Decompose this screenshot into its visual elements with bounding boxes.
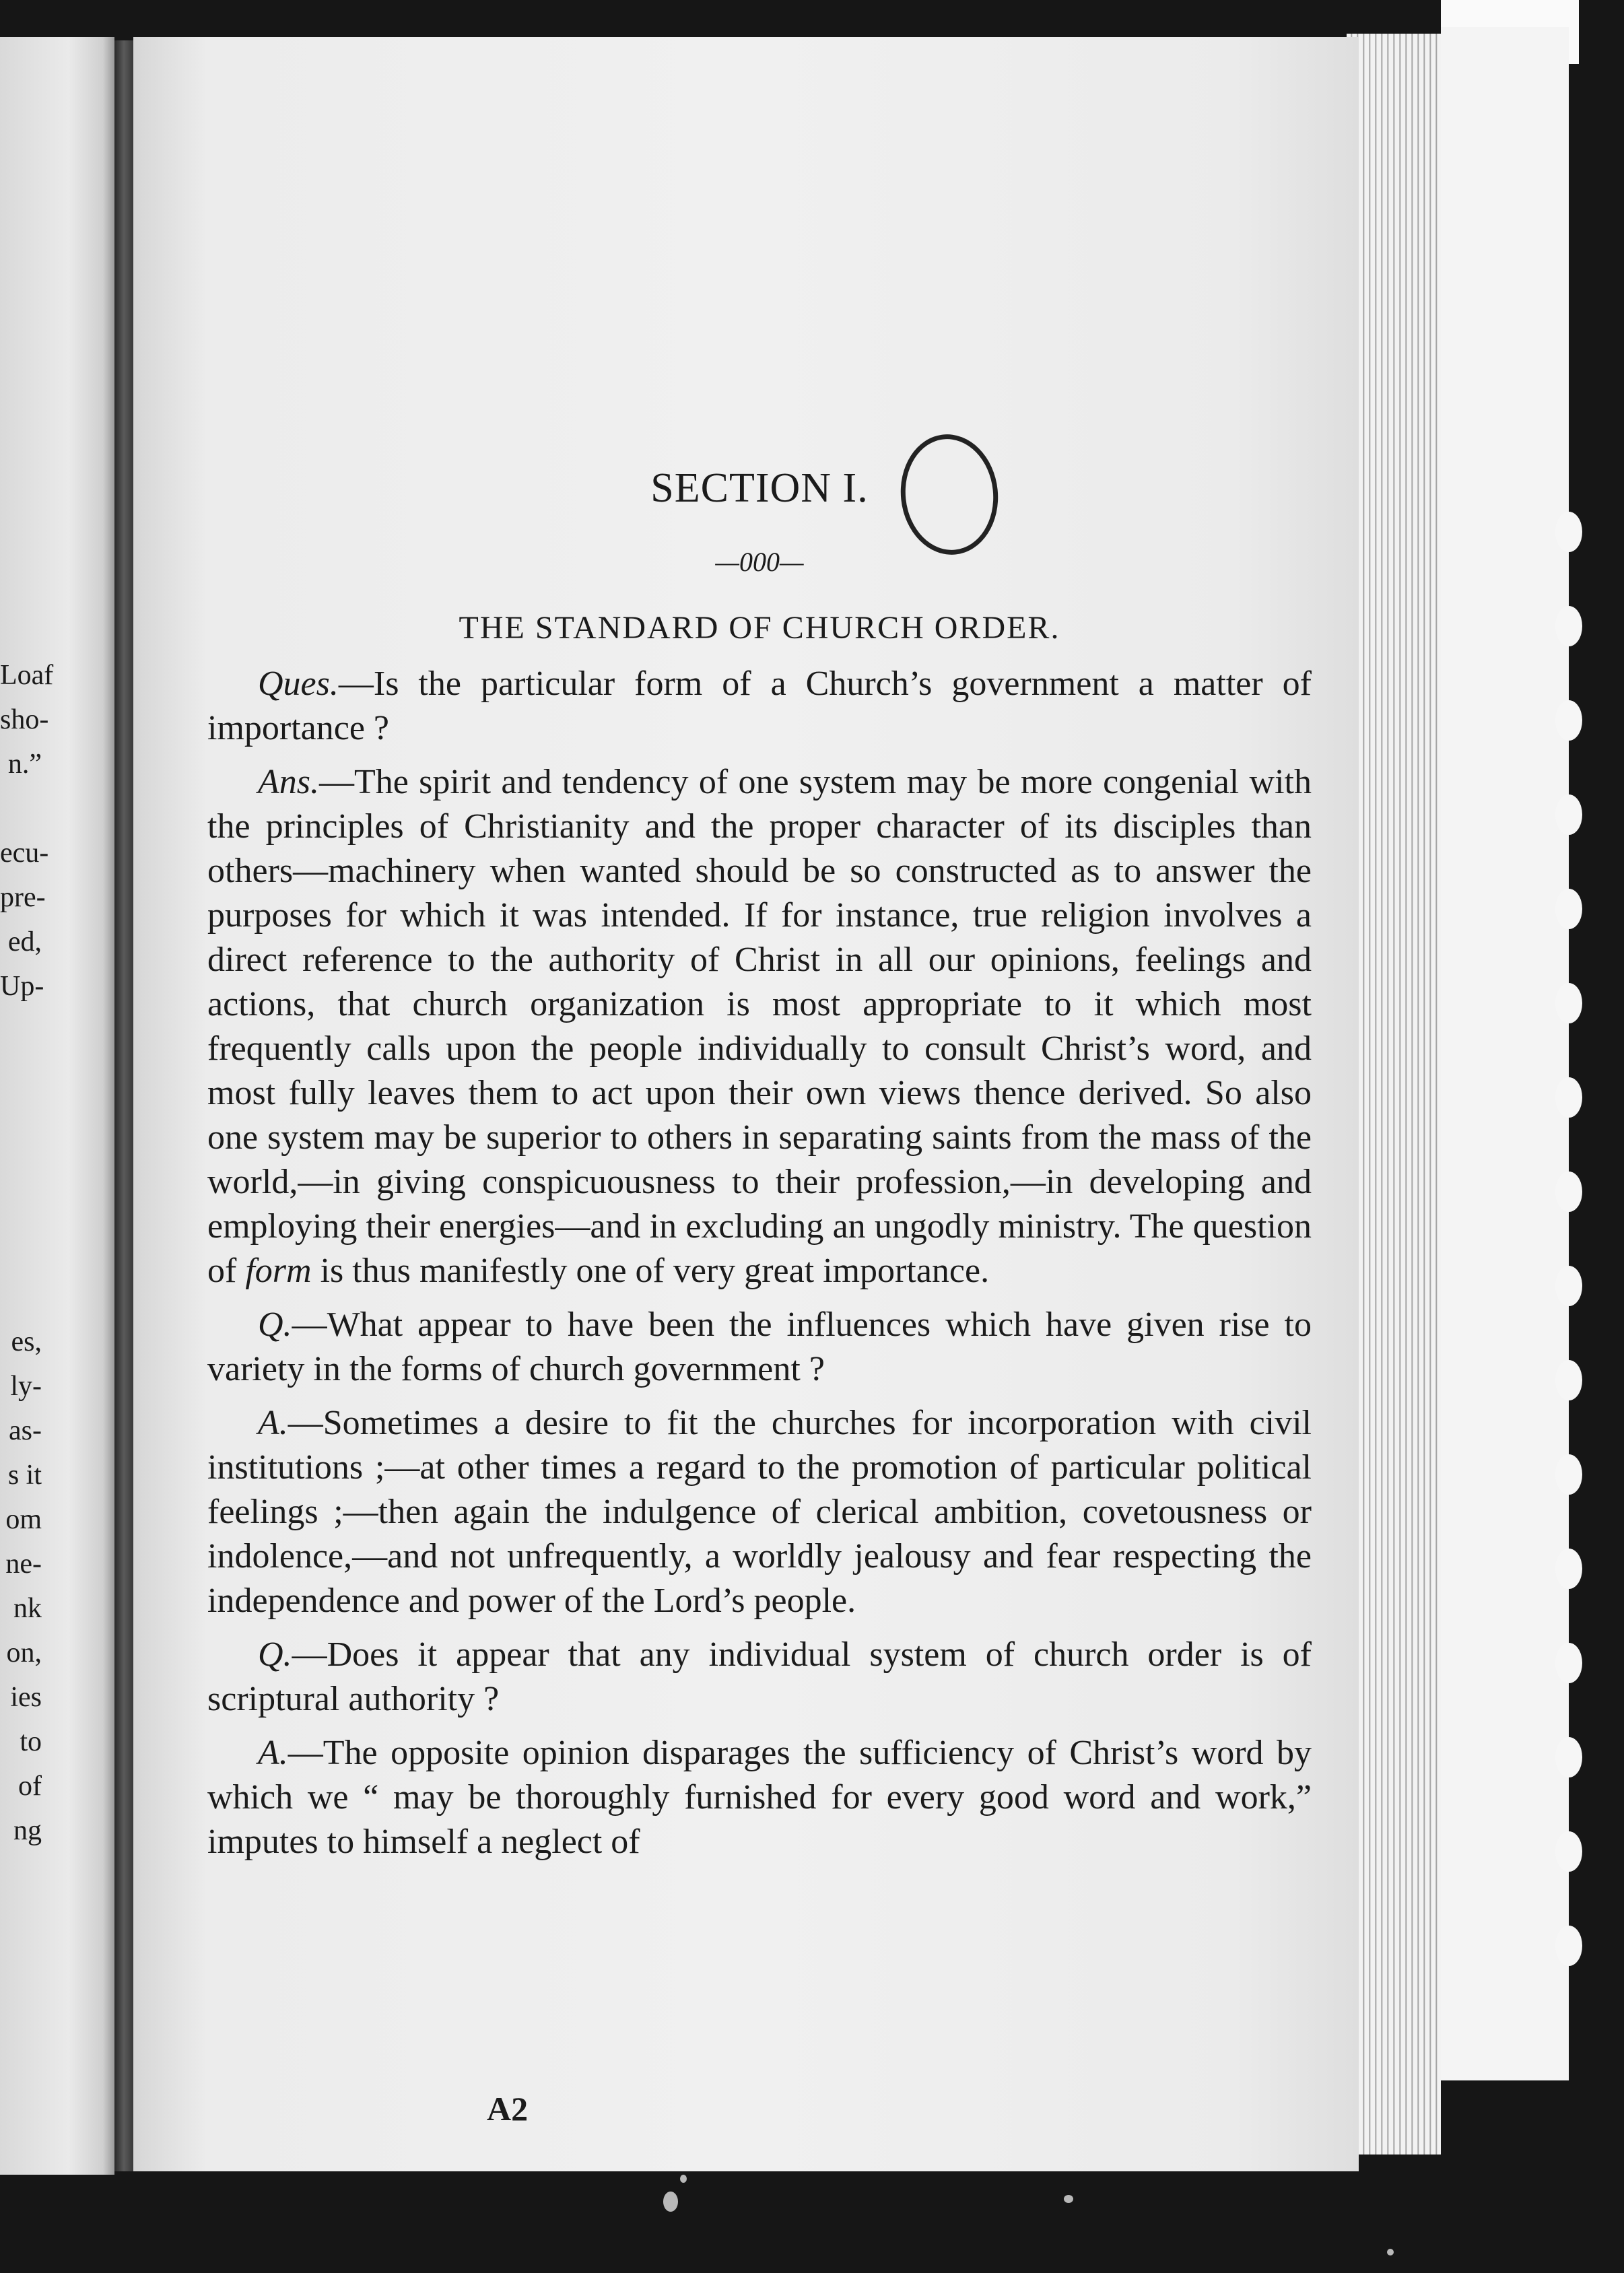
previous-page-line: to	[20, 1726, 42, 1757]
previous-page-line	[0, 1053, 42, 1097]
previous-page-line: s it	[7, 1460, 42, 1491]
previous-page-line: ed,	[7, 926, 42, 957]
previous-page-line: es,	[11, 1326, 42, 1357]
previous-page-line: Loaf	[0, 660, 54, 691]
previous-page-line: ecu-	[0, 838, 49, 869]
previous-page-line	[0, 1009, 42, 1053]
binding-hole	[1555, 1643, 1582, 1683]
binding-hole	[1555, 606, 1582, 646]
dust-speck	[680, 2175, 687, 2183]
binding-hole	[1555, 1266, 1582, 1306]
question-label: Q.	[258, 1305, 292, 1344]
dust-speck	[1064, 2195, 1073, 2203]
section-heading	[207, 454, 1312, 522]
binding-hole	[1555, 794, 1582, 835]
paragraph-answer	[207, 760, 1312, 1293]
previous-page-line: Up-	[0, 971, 44, 1002]
paragraph-text: —Is the particular form of a Church’s government a matter of importance ?	[207, 665, 1312, 747]
section-heading-text: SECTION I.	[650, 465, 869, 511]
book-page	[133, 37, 1359, 2171]
paragraph-question	[207, 1303, 1312, 1392]
binding-hole	[1555, 700, 1582, 741]
dust-speck	[663, 2192, 678, 2212]
paragraph-answer	[207, 1401, 1312, 1623]
previous-page-line: of	[18, 1771, 42, 1802]
page-edges	[1347, 34, 1441, 2155]
page-content	[207, 454, 1312, 1874]
previous-page-line: as-	[9, 1415, 42, 1446]
previous-page-line	[0, 1186, 42, 1231]
binding-hole	[1555, 1172, 1582, 1212]
answer-label: Ans.	[258, 763, 319, 801]
binding-hole	[1555, 1360, 1582, 1400]
paragraph-text-continued: is thus manifestly one of very great importance.	[311, 1252, 990, 1290]
signature-mark: A2	[487, 2090, 529, 2128]
previous-page-line: sho-	[0, 704, 49, 735]
previous-page-line: ng	[13, 1815, 42, 1846]
previous-page-line: om	[5, 1504, 42, 1535]
previous-page-text	[0, 653, 114, 1853]
paragraph-question	[207, 1633, 1312, 1722]
binding-hole	[1555, 1737, 1582, 1777]
previous-page-line	[0, 1142, 42, 1186]
binding-hole	[1555, 983, 1582, 1023]
binding-hole	[1555, 1077, 1582, 1118]
previous-page-line	[0, 1275, 42, 1320]
binding-hole	[1555, 512, 1582, 552]
emphasized-word: form	[245, 1252, 312, 1290]
previous-page-line: nk	[13, 1593, 42, 1624]
paragraph-question	[207, 662, 1312, 751]
paragraph-text: —Sometimes a desire to fit the churches for incorporation with civil institutions ;—at other times a regard to the promotion of particular political feelings ;—then again the indulgence of clerical ambition, covetousness or indolence,—and not unfrequently, a worldly jealousy and fear respecting the independence and power of the Lord’s people.	[207, 1404, 1312, 1620]
previous-page-line: ies	[10, 1682, 42, 1713]
previous-page-line: n.”	[7, 749, 42, 780]
paragraph-text: —The spirit and tendency of one system may be more congenial with the principles of Christianity and the proper character of its disciples than others—machinery when wanted should be so constructed as to answer the purposes for which it was intended. If for instance, true religion involves a direct reference to the authority of Christ in all our opinions, feelings and actions, that church organization is most appropriate to it which most frequently calls upon the people individually to consult Christ’s word, and most fully leaves them to act upon their own views thence derived. So also one system may be superior to others in separating saints from the mass of the world,—in giving conspicuousness to their profession,—in developing and employing their energies—and in excluding an ungodly ministry. The question of	[207, 763, 1312, 1290]
binding-hole	[1555, 1831, 1582, 1872]
previous-page-line	[0, 786, 42, 831]
previous-page-line: pre-	[0, 882, 46, 913]
paragraph-text: —Does it appear that any individual system of church order is of scriptural authority ?	[207, 1635, 1312, 1718]
binding-hole	[1555, 889, 1582, 929]
question-label: Ques.	[258, 665, 339, 703]
paragraph-answer	[207, 1731, 1312, 1864]
binding-hole	[1555, 1454, 1582, 1495]
answer-label: A.	[258, 1734, 288, 1772]
previous-page-line	[0, 1097, 42, 1142]
paragraph-text: —The opposite opinion disparages the sufficiency of Christ’s word by which we “ may be thoroughly furnished for every good word and work,” imputes to himself a neglect of	[207, 1734, 1312, 1861]
ornament-rule: —000—	[715, 547, 804, 577]
paragraph-text: —What appear to have been the influences which have given rise to variety in the forms of church government ?	[207, 1305, 1312, 1388]
book-gutter	[114, 40, 133, 2171]
binding-hole	[1555, 1549, 1582, 1589]
question-label: Q.	[258, 1635, 292, 1674]
dust-speck	[1387, 2249, 1394, 2255]
previous-page-line: on,	[6, 1637, 42, 1668]
binding-hole	[1555, 1926, 1582, 1966]
previous-page-line: ne-	[5, 1549, 42, 1580]
previous-page-line	[0, 1231, 42, 1275]
chapter-title: THE STANDARD OF CHURCH ORDER.	[459, 610, 1060, 646]
backing-board	[1441, 27, 1569, 2080]
previous-page	[0, 37, 114, 2175]
previous-page-line: ly-	[10, 1371, 42, 1402]
answer-label: A.	[258, 1404, 288, 1442]
